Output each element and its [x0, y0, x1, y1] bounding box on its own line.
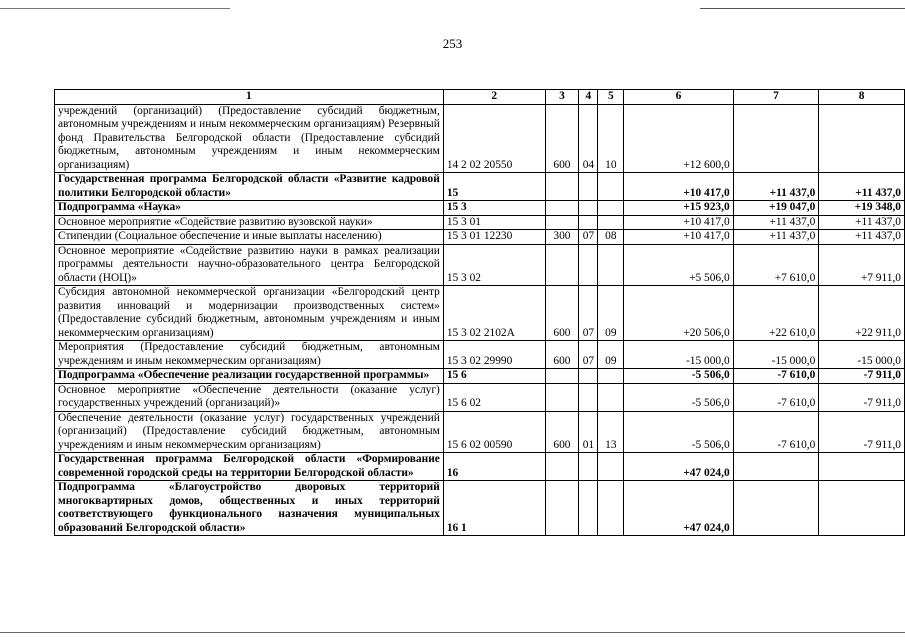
- table-row: [55, 341, 905, 369]
- row-amount-2022-cell: -7 610,0: [733, 383, 819, 411]
- row-amount-2023-cell: +22 911,0: [819, 286, 905, 341]
- header-col-3: 3: [545, 90, 579, 105]
- row-pr-cell: [598, 383, 624, 411]
- row-amount-2022-cell: [733, 104, 819, 173]
- row-amount-2021-cell: +47 024,0: [624, 481, 733, 536]
- header-col-6: 6: [624, 90, 733, 105]
- row-amount-2023-cell: [819, 453, 905, 481]
- row-name-cell: Мероприятия (Предоставление субсидий бюджетным, автономным учреждениям и иным некоммерческим организациям): [55, 341, 444, 369]
- row-vr-cell: [545, 481, 579, 536]
- table-row: [55, 104, 905, 173]
- row-vr-cell: [545, 369, 579, 384]
- row-amount-2023-cell: -7 911,0: [819, 369, 905, 384]
- row-rz-cell: [579, 173, 598, 201]
- budget-table: [54, 89, 905, 536]
- table-row: [55, 230, 905, 245]
- row-amount-2021-cell: +12 600,0: [624, 104, 733, 173]
- row-vr-cell: [545, 215, 579, 230]
- row-amount-2022-cell: +7 610,0: [733, 244, 819, 286]
- row-pr-cell: [598, 215, 624, 230]
- table-row: [55, 481, 905, 536]
- row-amount-2022-cell: +11 437,0: [733, 215, 819, 230]
- row-amount-2022-cell: -7 610,0: [733, 369, 819, 384]
- row-amount-2021-cell: +15 923,0: [624, 201, 733, 216]
- row-code-cell: 15: [443, 173, 545, 201]
- row-amount-2022-cell: [733, 453, 819, 481]
- row-code-cell: 16 1: [443, 481, 545, 536]
- row-name-cell: Подпрограмма «Наука»: [55, 201, 444, 216]
- row-amount-2021-cell: +47 024,0: [624, 453, 733, 481]
- page-number: 253: [442, 36, 463, 51]
- row-amount-2023-cell: +11 437,0: [819, 173, 905, 201]
- row-name-cell: Основное мероприятие «Обеспечение деятельности (оказание услуг) государственных учреждений (организаций)»: [55, 383, 444, 411]
- row-amount-2021-cell: -5 506,0: [624, 411, 733, 453]
- row-vr-cell: [545, 201, 579, 216]
- row-amount-2022-cell: +11 437,0: [733, 173, 819, 201]
- row-amount-2021-cell: -5 506,0: [624, 369, 733, 384]
- row-vr-cell: [545, 244, 579, 286]
- row-code-cell: 16: [443, 453, 545, 481]
- table-row: [55, 411, 905, 453]
- row-amount-2023-cell: +7 911,0: [819, 244, 905, 286]
- row-amount-2023-cell: +11 437,0: [819, 215, 905, 230]
- row-pr-cell: [598, 244, 624, 286]
- header-col-7: 7: [733, 90, 819, 105]
- header-col-4: 4: [579, 90, 598, 105]
- row-name-cell: Субсидия автономной некоммерческой организации «Белгородский центр развития инноваций и модернизации производственных систем» (Предоставление субсидий бюджетным, автономным учреждениям и иным некоммерческим организациям): [55, 286, 444, 341]
- header-col-5: 5: [598, 90, 624, 105]
- row-name-cell: Обеспечение деятельности (оказание услуг) государственных учреждений (организаций) (Предоставление субсидий бюджетным, автономным учреждениям и иным некоммерческим организациям): [55, 411, 444, 453]
- row-amount-2021-cell: +20 506,0: [624, 286, 733, 341]
- table-row: [55, 215, 905, 230]
- table-row: [55, 369, 905, 384]
- row-amount-2023-cell: +11 437,0: [819, 230, 905, 245]
- bottom-rule: [0, 632, 905, 633]
- header-col-1: 1: [55, 90, 444, 105]
- row-rz-cell: 04: [579, 104, 598, 173]
- row-pr-cell: [598, 369, 624, 384]
- table-row: [55, 286, 905, 341]
- row-code-cell: 15 3 02: [443, 244, 545, 286]
- row-pr-cell: 13: [598, 411, 624, 453]
- table-row: [55, 383, 905, 411]
- row-name-cell: Основное мероприятие «Содействие развитию науки в рамках реализации программы деятельности научно-образовательного центра Белгородской области (НОЦ)»: [55, 244, 444, 286]
- row-amount-2022-cell: -15 000,0: [733, 341, 819, 369]
- row-code-cell: 14 2 02 20550: [443, 104, 545, 173]
- row-amount-2021-cell: +5 506,0: [624, 244, 733, 286]
- row-pr-cell: 10: [598, 104, 624, 173]
- row-rz-cell: 01: [579, 411, 598, 453]
- row-vr-cell: 600: [545, 411, 579, 453]
- top-rule-left: [0, 8, 230, 9]
- row-amount-2021-cell: -15 000,0: [624, 341, 733, 369]
- row-pr-cell: [598, 201, 624, 216]
- row-code-cell: 15 3 02 2102А: [443, 286, 545, 341]
- row-rz-cell: [579, 215, 598, 230]
- row-rz-cell: 07: [579, 230, 598, 245]
- row-rz-cell: [579, 383, 598, 411]
- row-amount-2023-cell: [819, 104, 905, 173]
- row-name-cell: учреждений (организаций) (Предоставление субсидий бюджетным, автономным учреждениям и иным некоммерческим организациям) Резервный фонд Правительства Белгородской области (Предоставление субсидий бюджетным, автономным учреждениям и иным некоммерческим организациям): [55, 104, 444, 173]
- row-pr-cell: 08: [598, 230, 624, 245]
- row-amount-2021-cell: +10 417,0: [624, 173, 733, 201]
- row-rz-cell: [579, 369, 598, 384]
- table-header-row: [55, 90, 905, 105]
- row-rz-cell: [579, 453, 598, 481]
- table-row: [55, 244, 905, 286]
- row-pr-cell: [598, 453, 624, 481]
- row-amount-2023-cell: +19 348,0: [819, 201, 905, 216]
- row-amount-2023-cell: -15 000,0: [819, 341, 905, 369]
- header-col-8: 8: [819, 90, 905, 105]
- row-amount-2023-cell: -7 911,0: [819, 383, 905, 411]
- row-rz-cell: [579, 201, 598, 216]
- row-vr-cell: 600: [545, 286, 579, 341]
- row-amount-2022-cell: +19 047,0: [733, 201, 819, 216]
- row-vr-cell: [545, 383, 579, 411]
- row-name-cell: Основное мероприятие «Содействие развитию вузовской науки»: [55, 215, 444, 230]
- row-rz-cell: [579, 244, 598, 286]
- row-rz-cell: [579, 481, 598, 536]
- row-code-cell: 15 3 02 29990: [443, 341, 545, 369]
- row-vr-cell: 600: [545, 104, 579, 173]
- row-amount-2023-cell: [819, 481, 905, 536]
- row-amount-2021-cell: +10 417,0: [624, 215, 733, 230]
- top-rule-right: [700, 8, 905, 9]
- row-vr-cell: 300: [545, 230, 579, 245]
- table-row: [55, 201, 905, 216]
- row-code-cell: 15 6: [443, 369, 545, 384]
- row-code-cell: 15 3 01: [443, 215, 545, 230]
- row-amount-2023-cell: -7 911,0: [819, 411, 905, 453]
- row-amount-2021-cell: +10 417,0: [624, 230, 733, 245]
- row-name-cell: Стипендии (Социальное обеспечение и иные выплаты населению): [55, 230, 444, 245]
- table-row: [55, 173, 905, 201]
- table-row: [55, 453, 905, 481]
- row-pr-cell: 09: [598, 286, 624, 341]
- row-vr-cell: 600: [545, 341, 579, 369]
- row-amount-2021-cell: -5 506,0: [624, 383, 733, 411]
- row-pr-cell: [598, 481, 624, 536]
- row-amount-2022-cell: [733, 481, 819, 536]
- row-amount-2022-cell: +22 610,0: [733, 286, 819, 341]
- row-code-cell: 15 3 01 12230: [443, 230, 545, 245]
- row-code-cell: 15 3: [443, 201, 545, 216]
- row-amount-2022-cell: -7 610,0: [733, 411, 819, 453]
- row-vr-cell: [545, 453, 579, 481]
- row-code-cell: 15 6 02: [443, 383, 545, 411]
- row-name-cell: Подпрограмма «Обеспечение реализации государственной программы»: [55, 369, 444, 384]
- header-col-2: 2: [443, 90, 545, 105]
- row-rz-cell: 07: [579, 286, 598, 341]
- row-rz-cell: 07: [579, 341, 598, 369]
- row-name-cell: Подпрограмма «Благоустройство дворовых территорий многоквартирных домов, общественных и иных территорий соответствующего функционального назначения муниципальных образований Белгородской области»: [55, 481, 444, 536]
- row-pr-cell: 09: [598, 341, 624, 369]
- row-code-cell: 15 6 02 00590: [443, 411, 545, 453]
- row-amount-2022-cell: +11 437,0: [733, 230, 819, 245]
- row-name-cell: Государственная программа Белгородской области «Развитие кадровой политики Белгородской области»: [55, 173, 444, 201]
- row-pr-cell: [598, 173, 624, 201]
- row-name-cell: Государственная программа Белгородской области «Формирование современной городской среды на территории Белгородской области»: [55, 453, 444, 481]
- row-vr-cell: [545, 173, 579, 201]
